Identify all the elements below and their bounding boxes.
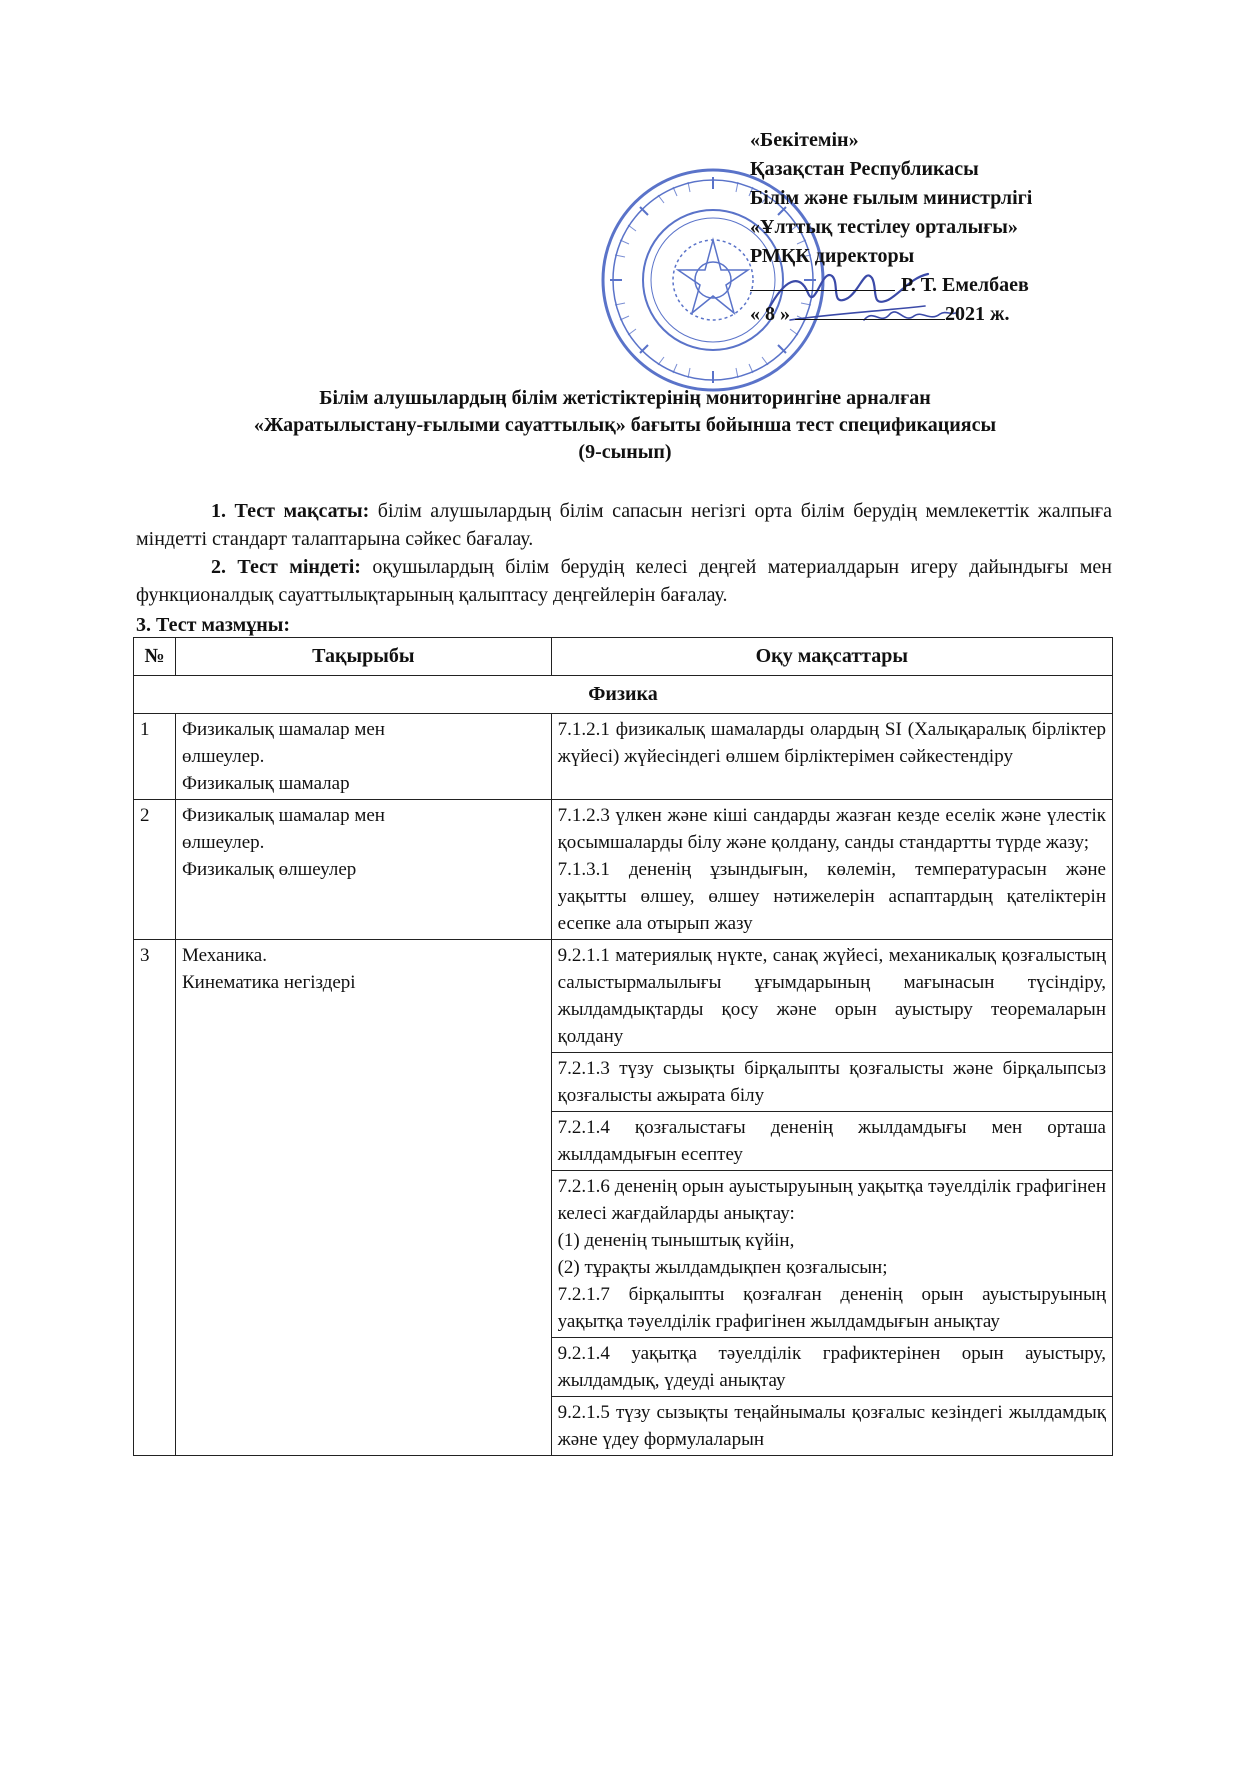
topic-line: Физикалық өлшеулер [181, 859, 357, 880]
goal-item: 7.2.1.6 дененің орын ауыстыруының уақытқа тәуелділік графигінен келесі жағдайларды анықтау: [557, 1176, 1106, 1224]
topic-line: Физикалық шамалар [181, 773, 350, 794]
date-suffix: 2021 ж. [945, 303, 1010, 325]
row-goal: 9.2.1.4 уақытқа тәуелділік графиктерінен орын ауыстыру, жылдамдық, үдеуді анықтау [551, 1338, 1112, 1397]
row-goal: 7.2.1.4 қозғалыстағы дененің жылдамдығы мен орташа жылдамдығын есептеу [551, 1112, 1112, 1171]
signatory-name: Р. Т. Емелбаев [901, 274, 1029, 296]
table-header-row [134, 638, 1113, 676]
topic-line: өлшеулер. [181, 832, 265, 853]
test-purpose-paragraph [136, 497, 1112, 553]
date-blank-line [795, 301, 945, 320]
approval-line: «Бекітемін» [750, 129, 859, 151]
paragraph-lead: 2. Тест міндеті: [211, 556, 361, 578]
title-line-3: (9-сынып) [578, 441, 672, 463]
row-goal: 7.2.1.3 түзу сызықты бірқалыпты қозғалысты және бірқалыпсыз қозғалысты ажырата білу [551, 1053, 1112, 1112]
section-title: 3. Тест мазмұны: [136, 614, 291, 636]
row-goal: 7.1.2.1 физикалық шамаларды олардың SI (Халықаралық бірліктер жүйесі) жүйесіндегі өлшем бірліктерімен сәйкестендіру [551, 714, 1112, 800]
row-number: 3 [134, 940, 176, 1456]
date-prefix: « 8 » [750, 303, 790, 325]
row-topic [175, 940, 551, 1456]
paragraph-text: білім алушылардың білім сапасын негізгі орта білім берудің мемлекеттік жалпыға міндетті стандарт талаптарына сәйкес бағалау. [136, 500, 1112, 550]
header-number: № [134, 638, 176, 676]
goal-item: (2) тұрақты жылдамдықпен қозғалысын; [557, 1257, 888, 1278]
topic-line: Механика. [181, 945, 267, 966]
approval-block [750, 126, 1190, 329]
header-topic: Тақырыбы [175, 638, 551, 676]
row-goal [551, 1171, 1112, 1338]
row-goal: 9.2.1.1 материялық нүкте, санақ жүйесі, механикалық қозғалыстың салыстырмалылығы ұғымдарының мағынасын түсіндіру, жылдамдықтарды қосу және орын ауыстыру теоремаларын қолдану [551, 940, 1112, 1053]
row-topic [175, 714, 551, 800]
table-row [134, 940, 1113, 1053]
approval-line: Қазақстан Республикасы [750, 158, 979, 180]
approval-line: Білім және ғылым министрлігі [750, 187, 1033, 209]
goal-item: 7.2.1.7 бірқалыпты қозғалған дененің орын ауыстыруының уақытқа тәуелділік графигінен жылдамдығын анықтау [557, 1284, 1106, 1332]
goal-item: 7.1.3.1 дененің ұзындығын, көлемін, температурасын және уақытты өлшеу, өлшеу нәтижелерін аспаптардың қателіктерін есепке ала отырып жазу [557, 859, 1106, 934]
topic-line: Кинематика негіздері [181, 972, 356, 993]
header-goals: Оқу мақсаттары [551, 638, 1112, 676]
row-goal [551, 800, 1112, 940]
table-row [134, 800, 1113, 940]
row-topic [175, 800, 551, 940]
document-title [130, 385, 1120, 466]
test-task-paragraph [136, 553, 1112, 609]
title-line-1: Білім алушылардың білім жетістіктерінің мониторингіне арналған [319, 387, 931, 409]
paragraph-text: оқушылардың білім берудің келесі деңгей материалдарын игеру дайындығы мен функционалдық сауаттылықтарының қалыптасу деңгейлерін бағалау. [136, 556, 1112, 606]
signature-line [750, 272, 895, 291]
specification-table [133, 637, 1113, 1456]
goal-item: (1) дененің тыныштық күйін, [557, 1230, 795, 1251]
table-section-row [134, 676, 1113, 714]
topic-line: Физикалық шамалар мен [181, 719, 385, 740]
paragraph-lead: 1. Тест мақсаты: [211, 500, 370, 522]
row-number: 1 [134, 714, 176, 800]
approval-line: РМҚК директоры [750, 245, 915, 267]
goal-item: 7.1.2.3 үлкен және кіші сандарды жазған кезде еселік және үлестік қосымшаларды білу және қолдану, санды стандартты түрде жазу; [557, 805, 1106, 853]
title-line-2: «Жаратылыстану-ғылыми сауаттылық» бағыты бойынша тест спецификациясы [253, 414, 997, 436]
topic-line: Физикалық шамалар мен [181, 805, 385, 826]
approval-line: «Ұлттық тестілеу орталығы» [750, 216, 1018, 238]
topic-line: өлшеулер. [181, 746, 265, 767]
row-number: 2 [134, 800, 176, 940]
row-goal: 9.2.1.5 түзу сызықты теңайнымалы қозғалыс кезіндегі жылдамдық және үдеу формулаларын [551, 1397, 1112, 1456]
table-row [134, 714, 1113, 800]
section-physics: Физика [134, 676, 1113, 714]
signatory-line [750, 271, 1190, 300]
date-line [750, 300, 1190, 329]
